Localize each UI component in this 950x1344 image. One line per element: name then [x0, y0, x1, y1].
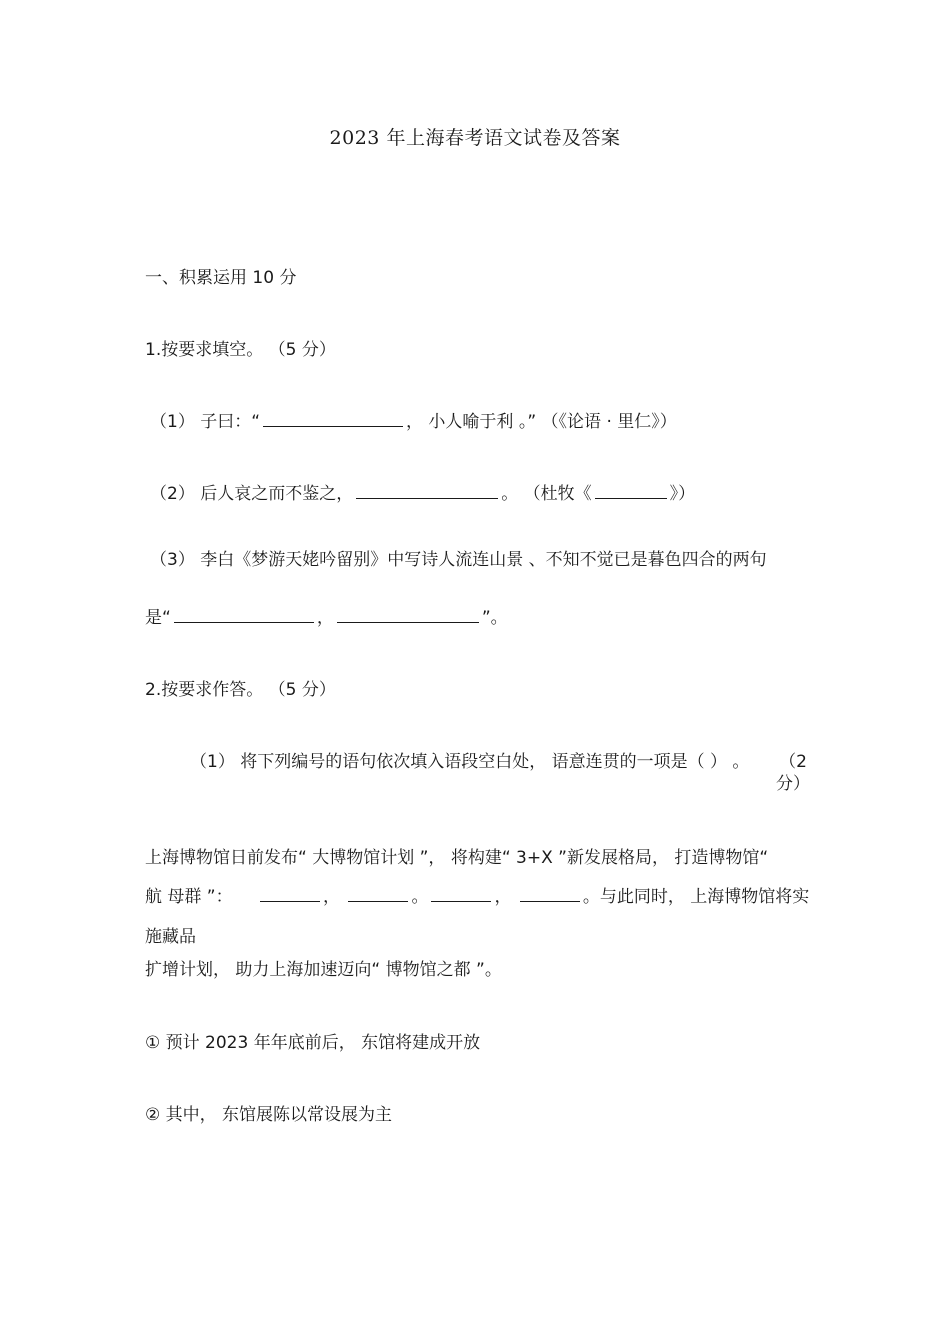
item-1-prefix: （1） 子曰：“: [150, 412, 261, 432]
passage-line-4: 扩增计划， 助力上海加速迈向“ 博物馆之都 ”。: [145, 960, 502, 980]
answer-blank[interactable]: [260, 885, 320, 902]
answer-blank[interactable]: [348, 885, 408, 902]
score-note: [768, 751, 818, 795]
option-1: ① 预计 2023 年年底前后， 东馆将建成开放: [145, 1033, 481, 1053]
separator: ，: [323, 887, 341, 907]
item-3-prefix: 是“: [145, 608, 171, 628]
question-2-item-1: （1） 将下列编号的语句依次填入语段空白处， 语意连贯的一项是（ ） 。: [190, 752, 750, 772]
answer-blank[interactable]: [263, 410, 403, 427]
question-2-heading: 2.按要求作答。 （5 分）: [145, 680, 336, 700]
passage-line-2-prefix: 航 母群 ”：: [145, 887, 233, 907]
score-line-2: 分）: [776, 774, 810, 794]
question-1-item-2: [150, 482, 695, 506]
page-title: 2023 年上海春考语文试卷及答案: [329, 127, 621, 149]
item-1-middle: ， 小人喻于利 。” （《论语 · 里仁》）: [406, 412, 677, 432]
score-line-1: （2: [779, 752, 807, 772]
answer-blank[interactable]: [174, 606, 314, 623]
passage-line-3: 施藏品: [145, 927, 196, 947]
question-1-heading: 1.按要求填空。 （5 分）: [145, 340, 336, 360]
question-1-item-3: （3） 李白《梦游天姥吟留别》中写诗人流连山景 、不知不觉已是暮色四合的两句: [150, 550, 767, 570]
passage-line-2-suffix: 。与此同时， 上海博物馆将实: [582, 887, 810, 907]
item-3-suffix: ”。: [481, 608, 508, 628]
option-2: ② 其中， 东馆展陈以常设展为主: [145, 1105, 393, 1125]
passage-line-2: [145, 885, 809, 909]
separator: 。: [411, 887, 429, 907]
item-2-prefix: （2） 后人哀之而不鉴之，: [150, 484, 354, 504]
question-1-item-3-blanks: [145, 606, 508, 630]
answer-blank[interactable]: [337, 606, 479, 623]
answer-blank[interactable]: [431, 885, 491, 902]
answer-blank[interactable]: [356, 482, 498, 499]
passage-line-1: 上海博物馆日前发布“ 大博物馆计划 ”， 将构建“ 3+X ”新发展格局， 打造博物馆“: [145, 848, 769, 868]
question-1-item-1: [150, 410, 677, 434]
answer-blank[interactable]: [520, 885, 580, 902]
answer-blank[interactable]: [595, 482, 667, 499]
item-2-suffix: 》）: [669, 484, 696, 504]
separator: ，: [494, 887, 512, 907]
item-3-middle: ，: [316, 608, 334, 628]
section-heading: 一、积累运用 10 分: [145, 268, 297, 288]
item-2-middle: 。 （杜牧《: [501, 484, 592, 504]
